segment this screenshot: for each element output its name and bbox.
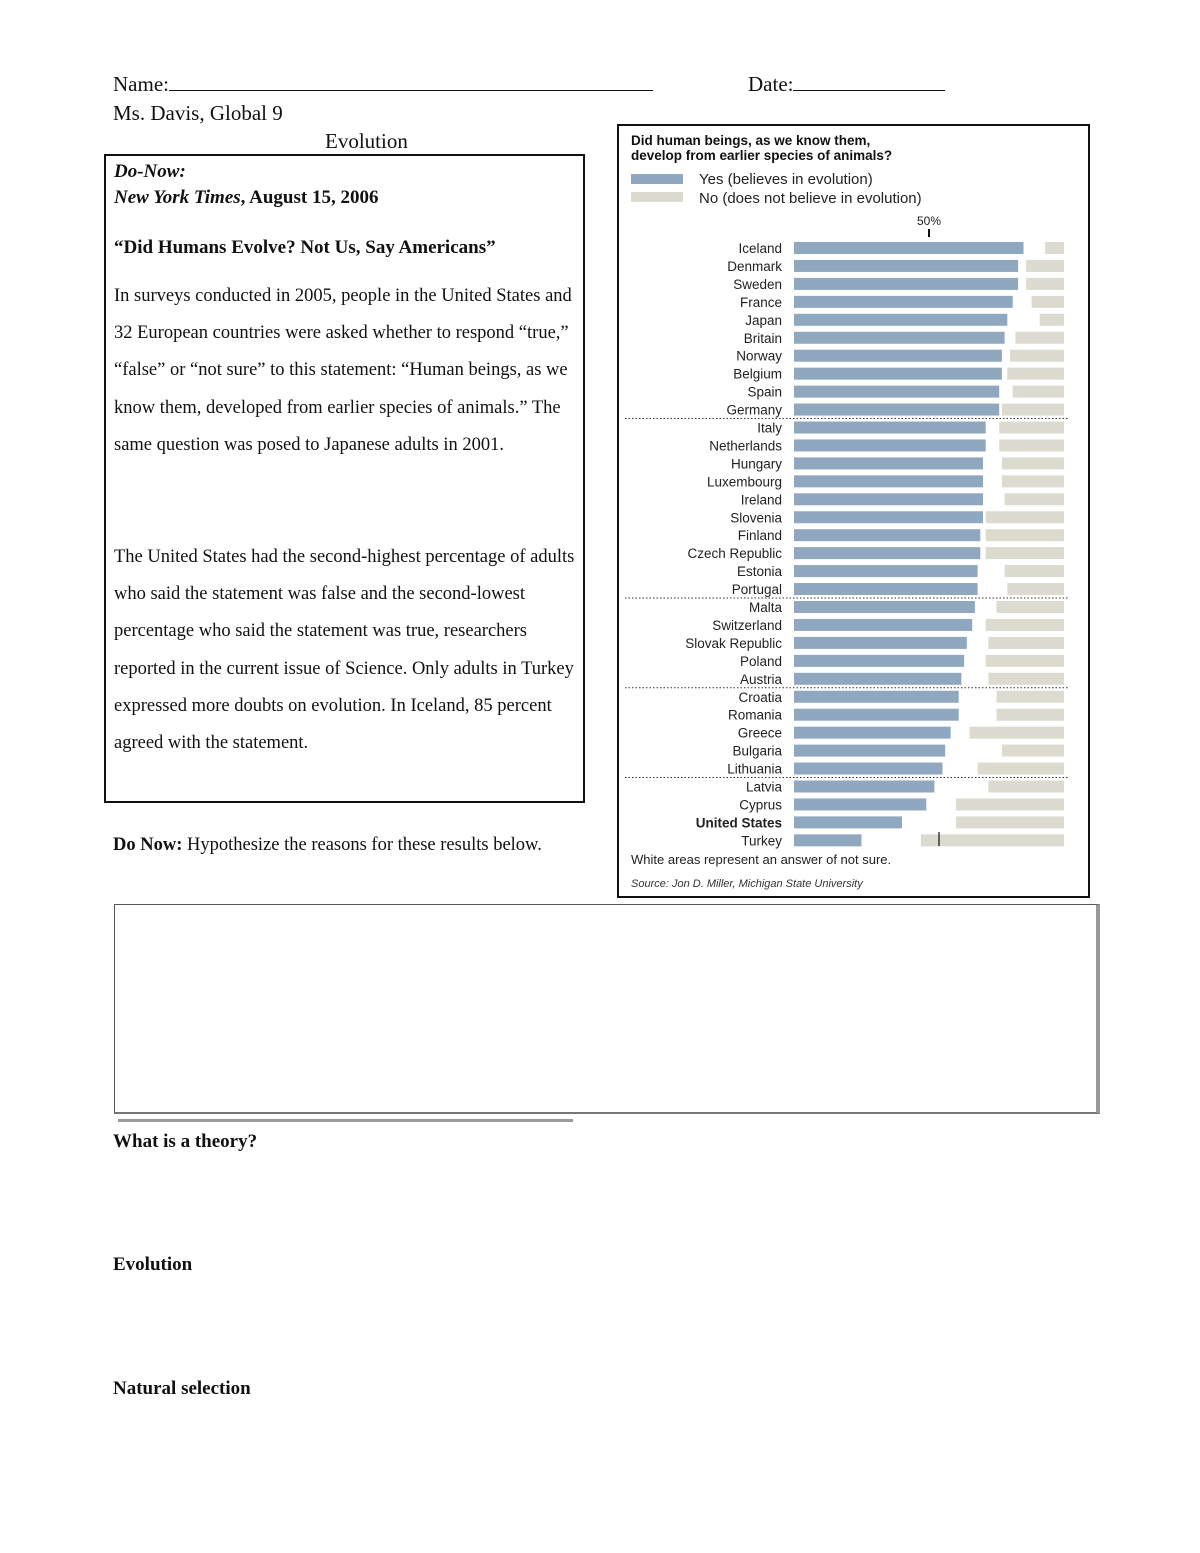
yes-bar [794, 422, 986, 434]
category-label: Austria [739, 671, 782, 687]
page-title: Evolution [325, 129, 408, 153]
category-label: Netherlands [709, 438, 782, 454]
donow-prompt [113, 833, 573, 857]
no-bar [986, 529, 1064, 541]
yes-bar [794, 386, 999, 398]
category-label: Denmark [727, 258, 782, 274]
no-bar [1002, 475, 1064, 487]
category-label: Malta [748, 600, 782, 615]
evolution-heading: Evolution [113, 1254, 193, 1275]
yes-bar [794, 404, 999, 416]
no-bar [1040, 314, 1064, 326]
yes-bar [794, 727, 951, 739]
date-line [748, 72, 945, 97]
no-bar [1045, 242, 1064, 254]
no-bar [978, 763, 1064, 775]
category-label: Britain [743, 330, 782, 346]
yes-bar [794, 332, 1005, 344]
date-field[interactable] [793, 72, 945, 91]
category-label: Iceland [738, 241, 782, 256]
category-label: Germany [726, 402, 782, 418]
yes-bar [794, 475, 983, 487]
category-label: Slovenia [730, 510, 782, 526]
category-label: Luxembourg [706, 474, 782, 490]
yes-bar [794, 529, 980, 541]
reference-label: 50% [916, 214, 942, 228]
no-bar [1002, 457, 1064, 469]
yes-bar [794, 709, 959, 721]
no-bar [986, 619, 1064, 631]
no-bar [999, 422, 1064, 434]
no-bar [1032, 296, 1064, 308]
yes-bar [794, 547, 980, 559]
chart-footnote: White areas represent an answer of not sure. [631, 852, 892, 867]
category-label: Poland [739, 653, 782, 669]
yes-bar [794, 816, 902, 828]
article-paragraph-1: In surveys conducted in 2005, people in the United States and 32 European countries were asked whether to respond “true,” “false” or “not sure” to this statement: “Human beings, as we know them, developed from earlier species of animals.” The same question was posed to Japanese adults in 2001. [114, 286, 572, 455]
no-bar [988, 673, 1064, 685]
teacher-line: Ms. Davis, Global 9 [113, 101, 283, 125]
yes-bar [794, 637, 967, 649]
yes-bar [794, 763, 943, 775]
source-date: , August 15, 2006 [240, 187, 379, 208]
no-bar [997, 709, 1065, 721]
chart-title-line-2: develop from earlier species of animals? [631, 148, 893, 163]
category-label: Bulgaria [732, 743, 782, 759]
no-bar [1015, 332, 1064, 344]
article-headline: “Did Humans Evolve? Not Us, Say Americans” [114, 237, 496, 258]
no-bar [1002, 404, 1064, 416]
chart-svg [619, 126, 1089, 896]
no-bar [997, 601, 1065, 613]
no-bar [1013, 386, 1064, 398]
no-bar [1007, 368, 1064, 380]
no-bar [988, 637, 1064, 649]
no-bar [986, 547, 1064, 559]
answer-underline [118, 1119, 573, 1122]
category-label: Croatia [738, 689, 782, 705]
yes-bar [794, 583, 978, 595]
no-bar [956, 816, 1064, 828]
no-bar [1026, 278, 1064, 290]
prompt-label: Do Now: [113, 835, 183, 855]
source-publication: New York Times [114, 187, 241, 208]
prompt-text: Hypothesize the reasons for these results below. [182, 835, 542, 855]
yes-bar [794, 260, 1018, 272]
survey-chart [617, 124, 1090, 898]
yes-bar [794, 565, 978, 577]
yes-bar [794, 368, 1002, 380]
theory-answer-area[interactable] [113, 1160, 1093, 1245]
category-label: Czech Republic [687, 546, 782, 562]
category-label: United States [695, 815, 782, 831]
legend-no-label: No (does not believe in evolution) [699, 190, 922, 207]
theory-heading: What is a theory? [113, 1131, 258, 1152]
article-paragraph-2: The United States had the second-highest percentage of adults who said the statement was false and the second-lowest percentage who said the statement was true, researchers reported in the current issue of Science. Only adults in Turkey expressed more doubts on evolution. In Iceland, 85 percent agreed with the statement. [114, 547, 575, 754]
no-bar [999, 439, 1064, 451]
category-label: France [739, 294, 782, 310]
no-bar [1010, 350, 1064, 362]
yes-bar [794, 655, 964, 667]
yes-bar [794, 781, 934, 793]
yes-bar [794, 834, 862, 846]
yes-bar [794, 619, 972, 631]
yes-bar [794, 457, 983, 469]
no-bar [1005, 565, 1064, 577]
name-field[interactable] [169, 72, 653, 91]
natural-selection-heading: Natural selection [113, 1378, 251, 1399]
no-bar [1026, 260, 1064, 272]
yes-bar [794, 350, 1002, 362]
no-bar [1002, 745, 1064, 757]
date-label: Date: [748, 72, 794, 96]
yes-bar [794, 691, 959, 703]
no-bar [988, 781, 1064, 793]
no-bar [970, 727, 1065, 739]
legend-no-swatch [631, 192, 683, 202]
chart-title-line-1: Did human beings, as we know them, [631, 133, 871, 148]
legend-yes-swatch [631, 174, 683, 184]
natural-selection-answer-area[interactable] [113, 1407, 1093, 1527]
no-bar [997, 691, 1065, 703]
name-label: Name: [113, 72, 169, 96]
no-bar [1005, 493, 1064, 505]
category-label: Lithuania [727, 761, 782, 777]
evolution-answer-area[interactable] [113, 1283, 1093, 1373]
category-label: Switzerland [712, 617, 782, 633]
category-label: Greece [737, 725, 782, 741]
yes-bar [794, 511, 983, 523]
yes-bar [794, 242, 1024, 254]
no-bar [1007, 583, 1064, 595]
chart-source: Source: Jon D. Miller, Michigan State University [631, 878, 863, 890]
category-label: Japan [745, 312, 782, 328]
yes-bar [794, 601, 975, 613]
article-source [114, 187, 378, 209]
answer-box[interactable] [114, 904, 1100, 1114]
name-line [113, 72, 653, 97]
yes-bar [794, 296, 1013, 308]
category-label: Ireland [740, 492, 782, 508]
yes-bar [794, 798, 926, 810]
category-label: Cyprus [739, 797, 782, 813]
yes-bar [794, 439, 986, 451]
yes-bar [794, 673, 961, 685]
yes-bar [794, 745, 945, 757]
category-label: Latvia [745, 779, 782, 795]
category-label: Romania [727, 707, 782, 723]
yes-bar [794, 314, 1007, 326]
category-label: Estonia [736, 564, 782, 580]
donow-box [104, 154, 585, 803]
donow-label: Do-Now: [114, 161, 186, 182]
yes-bar [794, 493, 983, 505]
category-label: Italy [757, 420, 782, 436]
category-label: Hungary [730, 456, 782, 472]
category-label: Spain [747, 384, 782, 400]
yes-bar [794, 278, 1018, 290]
no-bar [956, 798, 1064, 810]
no-bar [921, 834, 1064, 846]
category-label: Slovak Republic [685, 635, 782, 651]
no-bar [986, 655, 1064, 667]
category-label: Norway [736, 348, 782, 364]
category-label: Portugal [731, 582, 782, 598]
category-label: Turkey [741, 833, 782, 849]
category-label: Finland [737, 528, 782, 544]
legend-yes-label: Yes (believes in evolution) [699, 171, 873, 188]
category-label: Belgium [733, 366, 782, 382]
no-bar [986, 511, 1064, 523]
category-label: Sweden [733, 276, 782, 292]
